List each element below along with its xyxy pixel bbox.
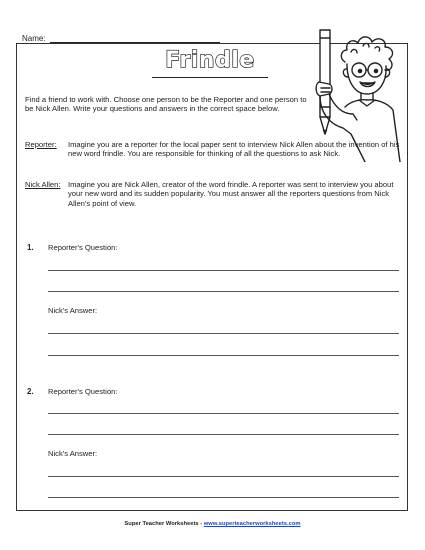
role-label: Reporter:: [25, 140, 57, 149]
question-number: 1.: [27, 243, 34, 252]
role-label: Nick Allen:: [25, 180, 61, 189]
role-nick-allen: [25, 180, 403, 208]
reporter-question-label: Reporter's Question:: [48, 387, 118, 396]
role-description: Imagine you are a reporter for the local paper sent to interview Nick Allen about the invention of his new word frindle. You are responsible for thinking of all the questions to ask Nick.: [68, 140, 400, 159]
footer-link[interactable]: www.superteacherworksheets.com: [203, 521, 301, 527]
answer-writing-line[interactable]: [48, 355, 399, 356]
instructions-paragraph: Find a friend to work with. Choose one person to be the Reporter and one person to be Nick Allen. Write your questions and answers in the correct space below.: [25, 95, 307, 114]
name-field: [22, 33, 220, 43]
role-reporter: [25, 140, 403, 159]
name-line[interactable]: [50, 33, 220, 43]
question-writing-line[interactable]: [48, 291, 399, 292]
nick-answer-label: Nick's Answer:: [48, 449, 98, 458]
footer: [0, 521, 425, 527]
question-writing-line[interactable]: [48, 434, 399, 435]
reporter-question-label: Reporter's Question:: [48, 243, 118, 252]
answer-writing-line[interactable]: [48, 333, 399, 334]
worksheet-title: Frindle: [165, 48, 255, 73]
answer-writing-line[interactable]: [48, 497, 399, 498]
answer-writing-line[interactable]: [48, 476, 399, 477]
nick-answer-label: Nick's Answer:: [48, 306, 98, 315]
question-writing-line[interactable]: [48, 413, 399, 414]
question-number: 2.: [27, 387, 34, 396]
title-underline: [152, 77, 268, 78]
footer-brand: Super Teacher Worksheets: [124, 521, 199, 527]
role-description: Imagine you are Nick Allen, creator of the word frindle. A reporter was sent to interview you about your new word and its sudden popularity. You must answer all the reporters questions from Nick Allen's point of view.: [68, 180, 394, 208]
footer-separator: -: [198, 521, 204, 527]
question-writing-line[interactable]: [48, 270, 399, 271]
name-label: Name:: [22, 34, 46, 43]
